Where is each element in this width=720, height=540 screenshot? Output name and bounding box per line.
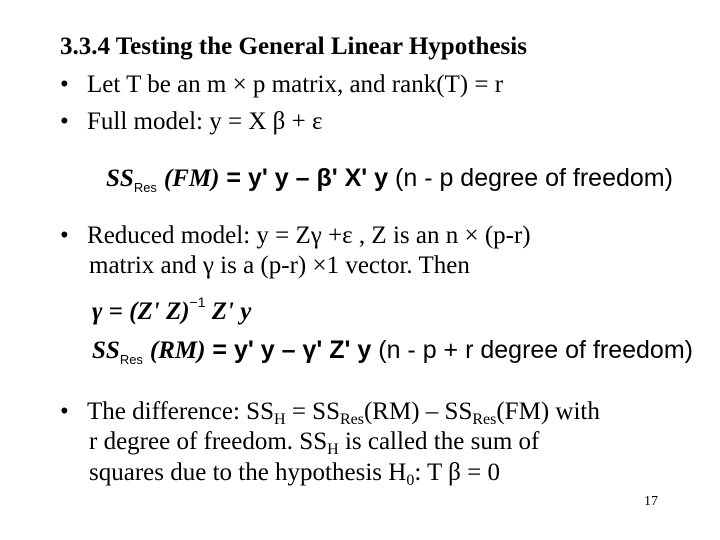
eq-argument: (FM) (163, 165, 220, 192)
equation-ss-res-rm (92, 336, 693, 367)
eq-rhs: = y' y – β' X' y (219, 164, 396, 192)
bullet-item-full-model (60, 108, 322, 136)
bullet-continuation (89, 428, 539, 459)
bullet-continuation: matrix and γ is a (p-r) ×1 vector. Then (89, 252, 470, 279)
eq-res-subscript: Res (119, 352, 143, 367)
subscript-res: Res (339, 411, 364, 428)
bullet-text: Reduced model: y = Zγ +ε , Z is an n × (p-r) (87, 222, 531, 249)
bullet-continuation (89, 459, 500, 490)
subscript-zero: 0 (406, 472, 415, 489)
bullet-text: Full model: y = X β + ε (87, 108, 323, 135)
equation-gamma-hat (92, 294, 251, 326)
eq-ss-symbol: SS (92, 337, 120, 364)
bullet-text-post: (FM) with (496, 398, 600, 425)
eq-degrees-of-freedom: (n - p + r degree of freedom) (378, 336, 693, 364)
eq-rhs: = y' y – γ' Z' y (205, 336, 379, 364)
text: r degree of freedom. SS (89, 428, 328, 455)
equation-ss-res-fm (106, 164, 673, 195)
eq-gamma-hat: γ = (Z' Z) (92, 298, 190, 325)
bullet-item-rank (60, 71, 503, 99)
eq-res-subscript: Res (133, 180, 157, 195)
bullet-item-difference (60, 398, 600, 429)
slide-title: 3.3.4 Testing the General Linear Hypothesis (60, 33, 527, 60)
bullet-symbol: • (60, 398, 69, 425)
text: is called the sum of (338, 428, 540, 455)
eq-degrees-of-freedom: (n - p degree of freedom) (395, 164, 673, 192)
eq-gamma-rest: Z' y (205, 298, 252, 325)
bullet-text: Let T be an m × p matrix, and rank(T) = r (87, 71, 504, 98)
bullet-symbol: • (60, 108, 69, 135)
page-number: 17 (644, 494, 658, 509)
bullet-text-pre: The difference: SS (87, 398, 274, 425)
bullet-text-mid2: (RM) – SS (363, 398, 473, 425)
bullet-text-mid: = SS (285, 398, 340, 425)
subscript-res: Res (472, 411, 497, 428)
bullet-symbol: • (60, 71, 69, 98)
subscript-h: H (327, 441, 339, 458)
text: : T β = 0 (414, 459, 500, 486)
text: squares due to the hypothesis H (89, 459, 407, 486)
bullet-symbol: • (60, 222, 69, 249)
bullet-item-reduced-model (60, 222, 531, 250)
eq-inverse-superscript: −1 (189, 294, 206, 310)
subscript-h: H (274, 411, 286, 428)
eq-argument: (RM) (149, 337, 206, 364)
eq-ss-symbol: SS (106, 165, 134, 192)
